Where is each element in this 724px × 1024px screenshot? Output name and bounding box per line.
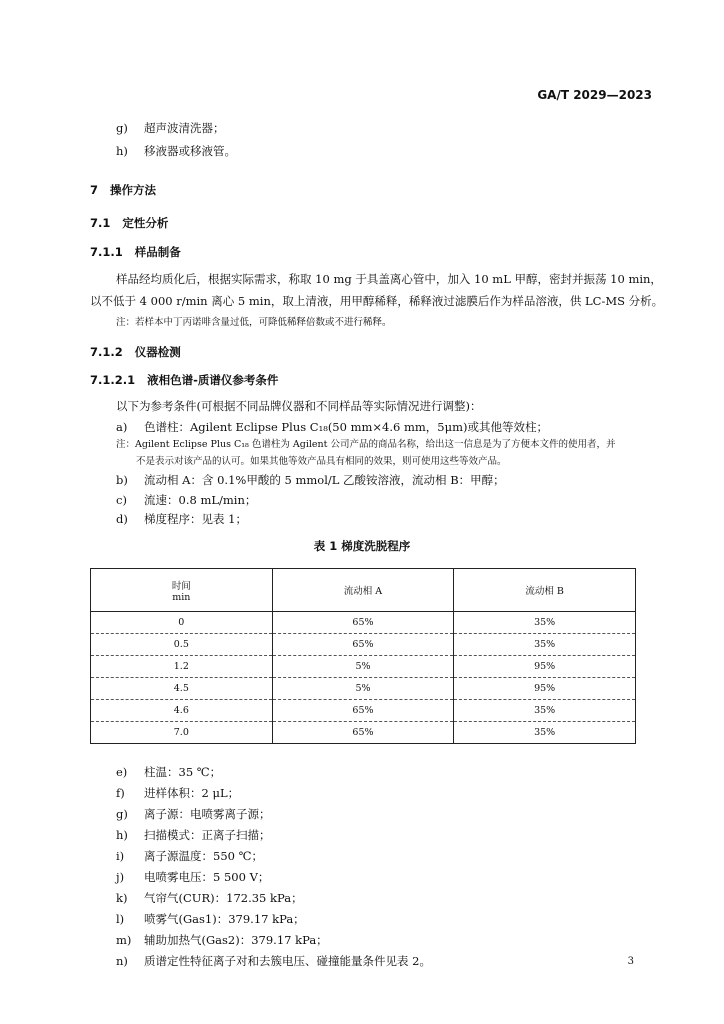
- list-item: [116, 932, 328, 948]
- section-title: 操作方法: [110, 183, 157, 197]
- item-mark: g): [116, 121, 128, 135]
- item-mark: f): [116, 786, 125, 800]
- section-title: 仪器检测: [134, 345, 181, 359]
- item-text: 电喷雾电压：5 500 V；: [144, 870, 270, 884]
- table-row: [91, 678, 636, 700]
- header-time-unit: min: [172, 591, 191, 603]
- section-number: 7: [90, 183, 99, 197]
- item-text: 离子源：电喷雾离子源；: [144, 807, 271, 821]
- cell-phase-b: 35%: [454, 722, 636, 744]
- item-text: 扫描模式：正离子扫描；: [144, 828, 271, 842]
- table-row: [91, 634, 636, 656]
- item-mark: e): [116, 765, 128, 779]
- list-item: [116, 953, 431, 969]
- note: 注：若样本中丁丙诺啡含量过低，可降低稀释倍数或不进行稀释。: [116, 317, 392, 328]
- section-number: 7.1.2: [90, 345, 123, 359]
- section-heading-7-1-2: [90, 344, 181, 360]
- cell-time: 0: [91, 612, 273, 634]
- table-caption: 表 1 梯度洗脱程序: [313, 539, 411, 553]
- list-item: [116, 492, 256, 508]
- table-row: [91, 700, 636, 722]
- list-item: [116, 419, 548, 435]
- list-item: [116, 869, 269, 885]
- section-number: 7.1: [90, 216, 111, 230]
- item-text: 离子源温度：550 ℃；: [144, 849, 263, 863]
- standard-code: GA/T 2029—2023: [537, 88, 652, 102]
- cell-time: 4.5: [91, 678, 273, 700]
- table-header-row: [91, 569, 636, 612]
- table-row: [91, 612, 636, 634]
- item-text: 流动相 A：含 0.1%甲酸的 5 mmol/L 乙酸铵溶液，流动相 B：甲醇；: [144, 473, 505, 487]
- item-mark: l): [116, 912, 125, 926]
- item-text: 进样体积：2 μL；: [144, 786, 240, 800]
- page-number: 3: [627, 956, 634, 967]
- item-text: 质谱定性特征离子对和去簇电压、碰撞能量条件见表 2。: [144, 954, 431, 968]
- list-item: [116, 472, 505, 488]
- table-row: [91, 656, 636, 678]
- section-heading-7: [90, 182, 156, 198]
- section-title: 样品制备: [134, 245, 181, 259]
- item-mark: b): [116, 473, 128, 487]
- item-mark: i): [116, 849, 125, 863]
- section-heading-7-1: [90, 215, 168, 231]
- item-mark: m): [116, 933, 132, 947]
- gradient-table: [90, 568, 636, 744]
- cell-time: 0.5: [91, 634, 273, 656]
- header-time-label: 时间: [171, 580, 191, 592]
- item-mark: a): [116, 420, 128, 434]
- item-text: 移液器或移液管。: [144, 144, 236, 158]
- header-time: [91, 569, 273, 612]
- cell-time: 7.0: [91, 722, 273, 744]
- cell-phase-a: 5%: [272, 656, 454, 678]
- item-text: 流速：0.8 mL/min；: [144, 493, 257, 507]
- item-text: 柱温：35 ℃；: [144, 765, 222, 779]
- section-title: 定性分析: [122, 216, 169, 230]
- item-mark: g): [116, 807, 128, 821]
- paragraph-line: 样品经均质化后，根据实际需求，称取 10 mg 于具盖离心管中，加入 10 mL 甲醇，密封并振荡 10 min，: [116, 272, 662, 286]
- item-mark: h): [116, 144, 128, 158]
- cell-time: 1.2: [91, 656, 273, 678]
- item-mark: c): [116, 493, 127, 507]
- paragraph-line: 以不低于 4 000 r/min 离心 5 min，取上清液，用甲醇稀释，稀释液过滤膜后作为样品溶液，供 LC-MS 分析。: [90, 294, 664, 308]
- table-row: [91, 722, 636, 744]
- item-text: 喷雾气(Gas1)：379.17 kPa；: [144, 912, 305, 926]
- item-mark: j): [116, 870, 125, 884]
- item-text: 超声波清洗器；: [144, 121, 225, 135]
- cell-phase-a: 65%: [272, 700, 454, 722]
- item-text: 气帘气(CUR)：172.35 kPa；: [144, 891, 303, 905]
- item-text: 色谱柱：Agilent Eclipse Plus C₁₈(50 mm×4.6 mm，5μm)或其他等效柱；: [144, 420, 548, 434]
- item-text: 辅助加热气(Gas2)：379.17 kPa；: [144, 933, 328, 947]
- list-item: [116, 890, 303, 906]
- list-item: [116, 143, 236, 159]
- cell-phase-b: 35%: [454, 700, 636, 722]
- cell-phase-b: 95%: [454, 678, 636, 700]
- list-item: [116, 806, 271, 822]
- cell-phase-b: 35%: [454, 612, 636, 634]
- list-item: [116, 827, 271, 843]
- item-mark: n): [116, 954, 128, 968]
- item-mark: d): [116, 512, 128, 526]
- header-phase-a: 流动相 A: [272, 569, 454, 612]
- list-item: [116, 120, 225, 136]
- cell-phase-a: 65%: [272, 722, 454, 744]
- list-item: [116, 511, 247, 527]
- note-line: 不是表示对该产品的认可。如果其他等效产品具有相同的效果，则可使用这些等效产品。: [136, 456, 507, 467]
- header-phase-b: 流动相 B: [454, 569, 636, 612]
- cell-phase-a: 65%: [272, 634, 454, 656]
- note-line: 注：Agilent Eclipse Plus C₁₈ 色谱柱为 Agilent 公司产品的商品名称，给出这一信息是为了方便本文件的使用者，并: [116, 439, 616, 450]
- cell-time: 4.6: [91, 700, 273, 722]
- paragraph-line: 以下为参考条件(可根据不同品牌仪器和不同样品等实际情况进行调整)：: [116, 399, 482, 413]
- list-item: [116, 848, 263, 864]
- section-number: 7.1.1: [90, 245, 123, 259]
- item-mark: k): [116, 891, 128, 905]
- item-text: 梯度程序：见表 1；: [144, 512, 247, 526]
- item-mark: h): [116, 828, 128, 842]
- section-number: 7.1.2.1: [90, 373, 136, 387]
- section-heading-7-1-1: [90, 244, 181, 260]
- cell-phase-a: 65%: [272, 612, 454, 634]
- list-item: [116, 911, 305, 927]
- cell-phase-a: 5%: [272, 678, 454, 700]
- list-item: [116, 764, 221, 780]
- section-title: 液相色谱-质谱仪参考条件: [147, 373, 279, 387]
- section-heading-7-1-2-1: [90, 372, 278, 388]
- list-item: [116, 785, 239, 801]
- cell-phase-b: 35%: [454, 634, 636, 656]
- cell-phase-b: 95%: [454, 656, 636, 678]
